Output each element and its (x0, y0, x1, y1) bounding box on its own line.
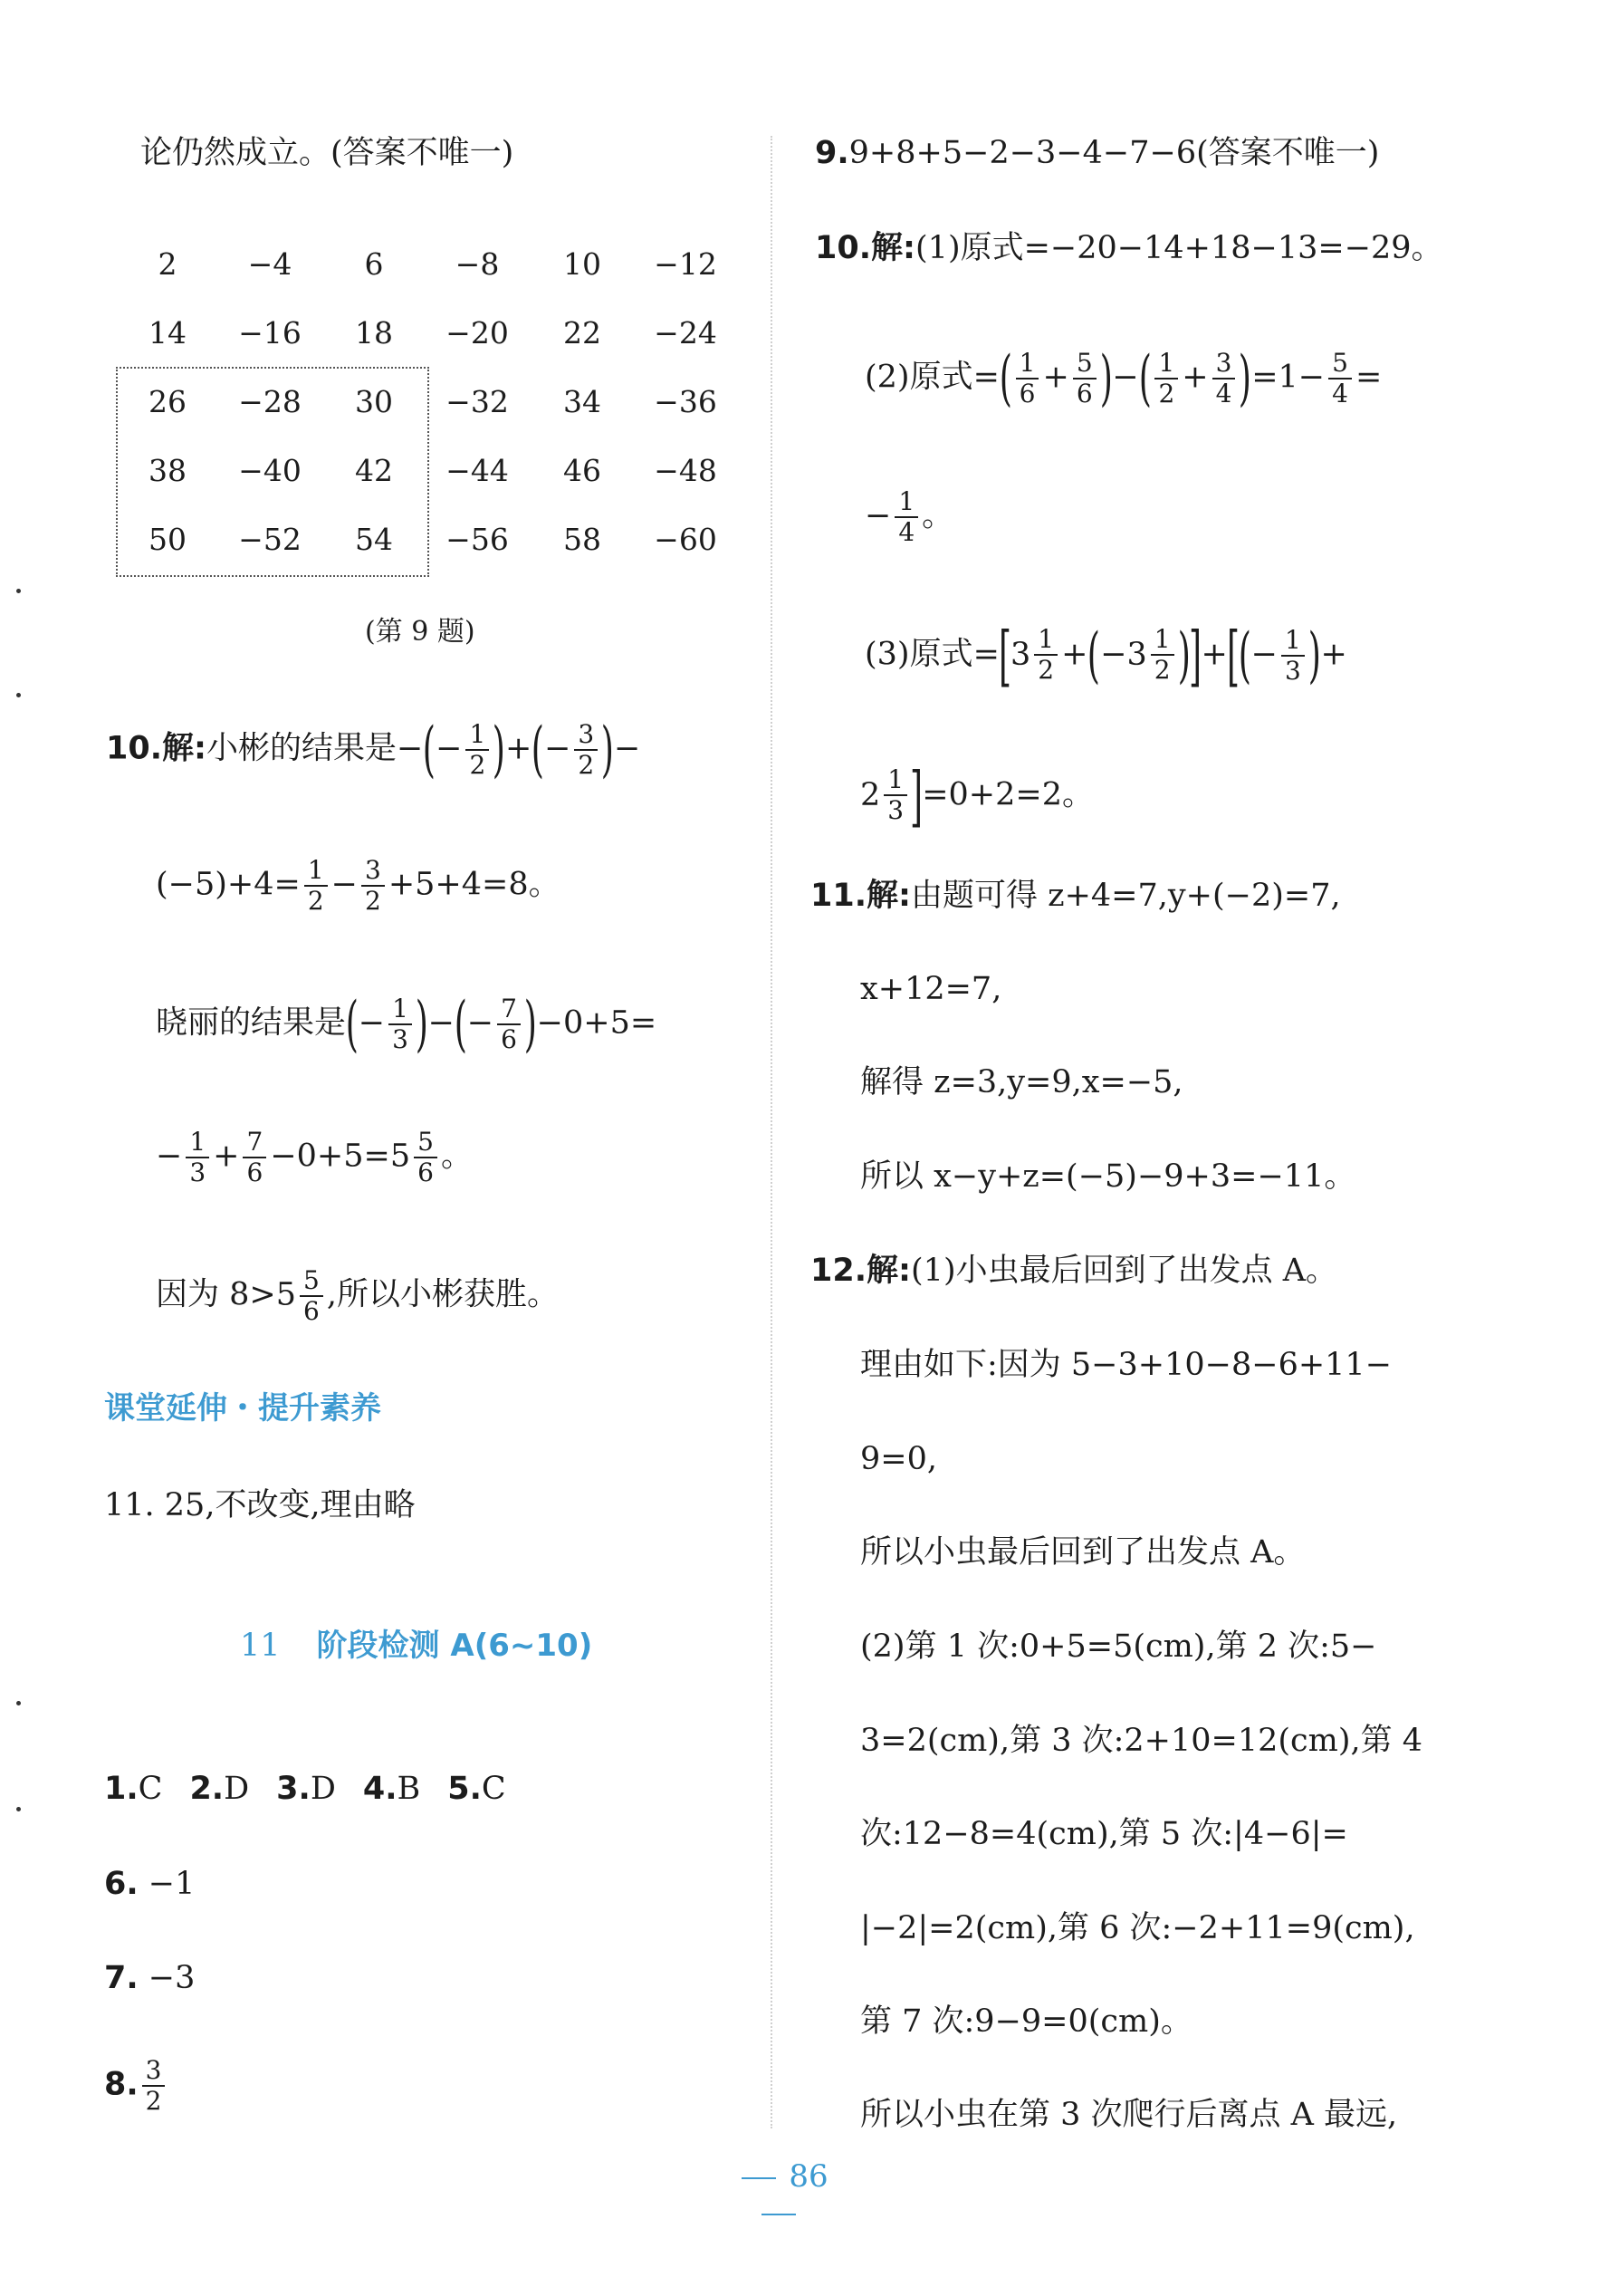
intro-line: 论仍然成立。(答案不唯一) (140, 135, 514, 171)
margin-dot (16, 693, 21, 697)
q12-line: 理由如下:因为 5−3+10−8−6+11− (860, 1347, 1393, 1383)
fraction: $\frac{1}{3}$ (1281, 626, 1305, 686)
q9-text: 9+8+5−2−3−4−7−6(答案不唯一) (848, 135, 1380, 171)
q9-right (815, 135, 1380, 171)
fraction: $\frac{5}{4}$ (1328, 349, 1352, 408)
grid-cell: −36 (654, 384, 717, 419)
grid-cell: 34 (563, 384, 601, 419)
q8-answer (104, 2056, 168, 2116)
q12-right-l1 (810, 1255, 1337, 1287)
q10-tail: −0+5= (536, 1004, 657, 1042)
q11-left: 11. 25,不改变,理由略 (104, 1487, 416, 1523)
stage-title-text: 阶段检测 A(6~10) (316, 1628, 593, 1664)
q12-right-num: 12. (810, 1253, 867, 1289)
grid-cell: 54 (355, 522, 393, 557)
q10-p2-cont-end: 。 (922, 497, 954, 534)
mc-num: 2. (189, 1771, 225, 1807)
grid-caption: (第 9 题) (365, 616, 475, 648)
q10-right-p1-text: (1)原式=−20−14+18−13=−29。 (915, 230, 1443, 266)
margin-dot (16, 1701, 21, 1705)
grid-cell: −20 (445, 315, 509, 351)
q10-right-p1 (815, 230, 1443, 266)
q6-ans: −1 (148, 1866, 196, 1902)
q12-line: 第 7 次:9−9=0(cm)。 (860, 2003, 1192, 2040)
q10-p3-label: (3)原式= (865, 636, 1000, 673)
q11-l1: 由题可得 z+4=7,y+(−2)=7, (911, 878, 1341, 914)
fraction: $\frac{1}{2}$ (304, 856, 328, 916)
grid-cell: 22 (563, 315, 601, 351)
grid-cell: −8 (455, 246, 500, 282)
column-divider (771, 136, 772, 2128)
q10-because: 因为 8>5 (156, 1276, 296, 1313)
mc-answers (104, 1773, 506, 1805)
fraction: $\frac{1}{2}$ (1154, 349, 1178, 408)
grid-cell: −40 (238, 453, 302, 488)
grid-cell: −56 (445, 522, 509, 557)
fraction: $\frac{3}{2}$ (142, 2056, 166, 2116)
grid-cell: 42 (355, 453, 393, 488)
mc-num: 3. (276, 1771, 311, 1807)
fraction: $\frac{1}{2}$ (1151, 625, 1174, 685)
q10-p2-eq: =1− (1251, 359, 1326, 396)
q11-right-num: 11. (810, 878, 867, 914)
fraction: $\frac{3}{2}$ (361, 856, 385, 916)
q10-expr-b: +5+4=8。 (388, 866, 560, 903)
page-number (706, 2158, 851, 2231)
mc-ans: C (138, 1771, 163, 1807)
grid-cell: 2 (158, 246, 177, 282)
grid-cell: −52 (238, 522, 302, 557)
q10-num: 10. (106, 730, 163, 767)
fraction: $\frac{1}{3}$ (186, 1128, 209, 1187)
grid-cell: −60 (654, 522, 717, 557)
fraction: $\frac{1}{3}$ (884, 765, 907, 825)
stage-title (240, 1630, 592, 1662)
q10-text: 小彬的结果是 (206, 730, 397, 767)
q10-xiaoli: 晓丽的结果是 (156, 1004, 347, 1042)
q10-p3-cont-end: =0+2=2。 (922, 776, 1094, 813)
fraction: $\frac{7}{6}$ (497, 994, 521, 1054)
fraction: $\frac{5}{6}$ (300, 1266, 323, 1326)
fraction: $\frac{1}{3}$ (388, 994, 412, 1054)
q10-right-p3: (3)原式=[3 $\frac{1}{2}$ +(−3 $\frac{1}{2}$ )]+[(− $\frac{1}{3}$ )+ (865, 618, 1347, 694)
grid-cell: 10 (563, 246, 601, 282)
grid-cell: 58 (563, 522, 601, 557)
mc-ans: C (481, 1771, 506, 1807)
q10-conclusion: ,所以小彬获胜。 (326, 1276, 559, 1313)
q8-num: 8. (104, 2066, 139, 2103)
q10-right-num: 10. (815, 230, 872, 266)
q10-right-p2-cont: − $\frac{1}{4}$ 。 (865, 486, 954, 548)
grid-cell: −4 (247, 246, 292, 282)
fraction: $\frac{1}{4}$ (895, 487, 918, 547)
q10-expr-a: (−5)+4= (156, 866, 301, 903)
q12-right-jie: 解: (867, 1253, 912, 1289)
grid-cell: 46 (563, 453, 601, 488)
fraction: $\frac{5}{6}$ (1073, 349, 1097, 408)
fraction: $\frac{3}{2}$ (574, 720, 598, 780)
q10-left-line4: − $\frac{1}{3}$ + $\frac{7}{6}$ −0+5=5 $\frac{5}{6}$ 。 (156, 1127, 473, 1188)
q10-left-line5 (156, 1266, 559, 1326)
q9-num: 9. (815, 135, 849, 171)
fraction: $\frac{3}{4}$ (1212, 349, 1236, 408)
q10-right-jie: 解: (871, 230, 916, 266)
q10-left-line2: (−5)+4= $\frac{1}{2}$ − $\frac{3}{2}$ +5+4=8。 (156, 855, 560, 917)
grid-cell: −12 (654, 246, 717, 282)
fraction: $\frac{5}{6}$ (414, 1128, 437, 1187)
grid-cell: 26 (148, 384, 187, 419)
q12-line: |−2|=2(cm),第 6 次:−2+11=9(cm), (860, 1910, 1415, 1946)
q7-ans: −3 (148, 1960, 196, 1996)
q10-left-line3: 晓丽的结果是(− $\frac{1}{3}$ )−(− $\frac{7}{6}$ )−0+5= (156, 989, 657, 1060)
q6-num: 6. (104, 1866, 139, 1902)
q11-right-l1 (810, 880, 1341, 912)
margin-dot (16, 1807, 21, 1811)
q12-line: 所以小虫在第 3 次爬行后离点 A 最远, (860, 2097, 1398, 2133)
q10-right-p3-cont: 2 $\frac{1}{3}$ ]=0+2=2。 (860, 758, 1094, 834)
q7-answer (104, 1960, 196, 1996)
grid-cell: 18 (355, 315, 393, 351)
q7-num: 7. (104, 1960, 139, 1996)
q11-right-l2: x+12=7, (860, 971, 1002, 1007)
q11-right-l3: 解得 z=3,y=9,x=−5, (860, 1064, 1183, 1100)
fraction: $\frac{1}{2}$ (1034, 625, 1058, 685)
grid-cell: 6 (364, 246, 384, 282)
q11-right-l4: 所以 x−y+z=(−5)−9+3=−11。 (860, 1158, 1356, 1195)
grid-cell: 50 (148, 522, 187, 557)
mc-ans: D (310, 1771, 336, 1807)
q10-right-p2: (2)原式=( $\frac{1}{6}$ + $\frac{5}{6}$ )−( $\frac{1}{2}$ + $\frac{3}{4}$ )=1− $\frac{5}{4}$ = (865, 343, 1383, 414)
q12-line: 次:12−8=4(cm),第 5 次:|4−6|= (860, 1816, 1348, 1852)
grid-cell: 14 (148, 315, 187, 351)
grid-cell: −16 (238, 315, 302, 351)
q10-jie: 解: (162, 730, 207, 767)
q12-line: (2)第 1 次:0+5=5(cm),第 2 次:5− (860, 1628, 1377, 1665)
q12-line: 3=2(cm),第 3 次:2+10=12(cm),第 4 (860, 1723, 1423, 1759)
stage-title-num: 11 (240, 1628, 281, 1664)
grid-cell: 38 (148, 453, 187, 488)
q12-line: 所以小虫最后回到了出发点 A。 (860, 1534, 1306, 1571)
grid-cell: −32 (445, 384, 509, 419)
fraction: $\frac{7}{6}$ (243, 1128, 266, 1187)
q6-answer (104, 1866, 196, 1902)
q11-right-jie: 解: (867, 878, 912, 914)
section-title: 课堂延伸・提升素养 (104, 1390, 381, 1427)
q12-line: 9=0, (860, 1441, 937, 1477)
grid-cell: −28 (238, 384, 302, 419)
q10-p2-end: = (1355, 359, 1383, 396)
mc-ans: B (397, 1771, 421, 1807)
grid-cell: 30 (355, 384, 393, 419)
q10-expr-c: −0+5=5 (270, 1138, 411, 1175)
grid-cell: −24 (654, 315, 717, 351)
mc-ans: D (224, 1771, 250, 1807)
fraction: $\frac{1}{2}$ (465, 720, 489, 780)
fraction: $\frac{1}{6}$ (1016, 349, 1039, 408)
q10-left-line1: 10.解:小彬的结果是−(− $\frac{1}{2}$ )+(− $\frac{3}{2}$ )− (106, 715, 641, 785)
mc-num: 1. (104, 1771, 139, 1807)
mc-num: 5. (447, 1771, 482, 1807)
margin-dot (16, 589, 21, 593)
grid-cell: −44 (445, 453, 509, 488)
q10-p2-label: (2)原式= (865, 359, 1000, 396)
page-number-value: 86 (789, 2158, 828, 2195)
grid-cell: −48 (654, 453, 717, 488)
mc-num: 4. (362, 1771, 397, 1807)
q12-line: (1)小虫最后回到了出发点 A。 (911, 1253, 1337, 1289)
